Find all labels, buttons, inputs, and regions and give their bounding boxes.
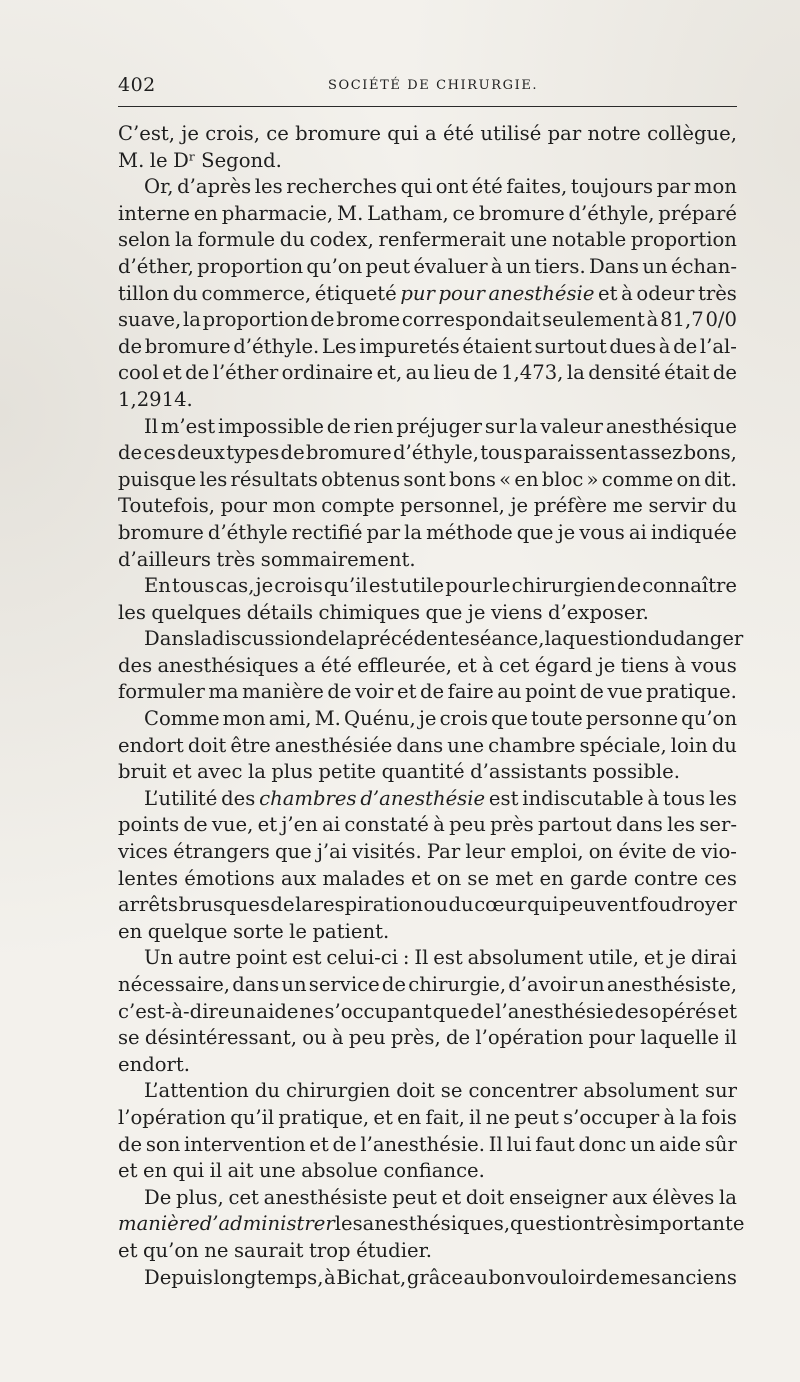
text-line: formuler ma manière de voir et de faire au point de vue pratique. xyxy=(118,680,737,704)
text-line: Un autre point est celui-ci : Il est absolument utile, et je dirai xyxy=(144,946,737,970)
text-line: endort doit être anesthésiée dans une chambre spéciale, loin du xyxy=(118,733,737,757)
page-number: 402 xyxy=(118,74,156,96)
text-line: C’est, je crois, ce bromure qui a été utilisé par notre collègue, xyxy=(118,122,737,145)
text-line: arrêts brusques de la respiration ou du cœur qui peuvent foudroyer xyxy=(118,893,737,917)
text-line: de son intervention et de l’anesthésie. Il lui faut donc un aide sûr xyxy=(118,1132,737,1156)
text-line: puisque les résultats obtenus sont bons « en bloc » comme on dit. xyxy=(118,467,737,491)
text-line: suave, la proportion de brome correspondait seulement à 81,7 0/0 xyxy=(118,308,737,332)
text-line: d’éther, proportion qu’on peut évaluer à un tiers. Dans un échan- xyxy=(118,254,737,278)
text-line: Comme mon ami, M. Quénu, je crois que toute personne qu’on xyxy=(144,707,737,731)
text-line: en quelque sorte le patient. xyxy=(118,919,390,943)
text-line: bromure d’éthyle rectifié par la méthode que je vous ai indiquée xyxy=(118,520,737,544)
body-text xyxy=(118,121,745,1291)
text-line: manière d’administrer les anesthésiques, question très importante xyxy=(118,1212,745,1236)
text-line: Or, d’après les recherches qui ont été faites, toujours par mon xyxy=(144,175,737,199)
text-line: c’est-à-dire un aide ne s’occupant que de l’anesthésie des opérés et xyxy=(118,999,737,1023)
text-line: Toutefois, pour mon compte personnel, je préfère me servir du xyxy=(118,494,737,518)
text-line: M. le Dʳ Segond. xyxy=(118,148,282,172)
text-line: bruit et avec la plus petite quantité d’assistants possible. xyxy=(118,760,680,784)
text-line: de bromure d’éthyle. Les impuretés étaient surtout dues à de l’al- xyxy=(118,334,737,358)
text-line: lentes émotions aux malades et on se met en garde contre ces xyxy=(118,866,737,890)
text-line: et qu’on ne saurait trop étudier. xyxy=(118,1238,433,1262)
header-rule xyxy=(118,106,737,107)
text-line: l’opération qu’il pratique, et en fait, il ne peut s’occuper à la fois xyxy=(118,1105,737,1129)
text-line: endort. xyxy=(118,1052,191,1076)
text-line: des anesthésiques a été effleurée, et à cet égard je tiens à vous xyxy=(118,653,737,677)
text-line: cool et de l’éther ordinaire et, au lieu de 1,473, la densité était de xyxy=(118,361,737,385)
running-head xyxy=(118,74,737,98)
text-line: tillon du commerce, étiqueté pur pour anesthésie et à odeur très xyxy=(118,281,737,305)
text-line: De plus, cet anesthésiste peut et doit enseigner aux élèves la xyxy=(144,1185,737,1209)
text-line: se désintéressant, ou à peu près, de l’opération pour laquelle il xyxy=(118,1026,737,1050)
text-line: selon la formule du codex, renfermerait une notable proportion xyxy=(118,228,737,252)
text-line: Dans la discussion de la précédente séance, la question du danger xyxy=(144,627,744,651)
text-line: et en qui il ait une absolue confiance. xyxy=(118,1159,485,1183)
text-line: nécessaire, dans un service de chirurgie, d’avoir un anesthésiste, xyxy=(118,973,737,996)
text-line: de ces deux types de bromure d’éthyle, tous paraissent assez bons, xyxy=(118,441,737,465)
text-line: Il m’est impossible de rien préjuger sur la valeur anesthésique xyxy=(144,414,737,438)
text-line: d’ailleurs très sommairement. xyxy=(118,547,416,571)
text-line: interne en pharmacie, M. Latham, ce bromure d’éthyle, préparé xyxy=(118,201,737,225)
text-line: les quelques détails chimiques que je viens d’exposer. xyxy=(118,600,649,624)
text-line: L’attention du chirurgien doit se concentrer absolument sur xyxy=(144,1079,737,1103)
text-line: vices étrangers que j’ai visités. Par leur emploi, on évite de vio- xyxy=(118,840,737,864)
text-line: 1,2914. xyxy=(118,387,193,411)
text-line: En tous cas, je crois qu’il est utile pour le chirurgien de connaître xyxy=(144,574,737,598)
text-line: Depuis longtemps, à Bichat, grâce au bon vouloir de mes anciens xyxy=(144,1265,737,1289)
text-line: L’utilité des chambres d’anesthésie est indiscutable à tous les xyxy=(144,786,737,810)
running-title: SOCIÉTÉ DE CHIRURGIE. xyxy=(328,78,539,93)
text-line: points de vue, et j’en ai constaté à peu près partout dans les ser- xyxy=(118,813,737,837)
